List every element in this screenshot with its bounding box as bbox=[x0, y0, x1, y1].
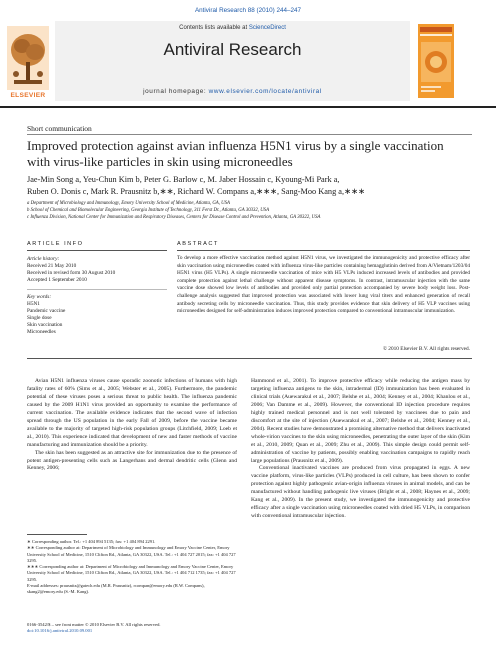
homepage-prefix: journal homepage: bbox=[143, 88, 209, 95]
article-history bbox=[27, 256, 167, 284]
footnote: ∗∗ Corresponding author at: Department of Microbiology and Immunology and Emory Vaccine Center, Emory University School of Medicine, 1510 Clifton Rd., Atlanta, GA 30322, USA. Tel.: +1 404 727 2015; fax: +1 404 727 3295. bbox=[27, 545, 236, 563]
footnote: ∗ Corresponding author. Tel.: +1 404 894 5135; fax: +1 404 894 2291. bbox=[27, 539, 156, 544]
abstract-bottom-rule bbox=[27, 358, 472, 359]
journal-cover-thumbnail[interactable] bbox=[418, 24, 454, 98]
keyword-item: H5N1 bbox=[27, 301, 40, 308]
history-heading: Article history: bbox=[27, 256, 60, 262]
contents-prefix: Contents lists available at bbox=[179, 25, 249, 31]
journal-homepage-line bbox=[55, 88, 410, 95]
keyword-item: Pandemic vaccine bbox=[27, 308, 66, 315]
body-column-left bbox=[27, 378, 237, 473]
history-rule bbox=[27, 289, 167, 290]
keywords-heading: Key words: bbox=[27, 294, 52, 300]
body-column-right bbox=[251, 378, 470, 521]
affiliations bbox=[27, 200, 472, 222]
publisher-name: ELSEVIER bbox=[10, 92, 46, 99]
keyword-item: Skin vaccination bbox=[27, 322, 63, 329]
authors-line-2: Ruben O. Donis c, Mark R. Prausnitz b,∗∗, Richard W. Compans a,∗∗∗, Sang-Moo Kang a,∗∗∗ bbox=[27, 187, 365, 196]
footnote-emails: E-mail addresses: prausnitz@gatech.edu (M.R. Prausnitz), rcompan@emory.edu (R.W. Compans), skang2@emory.edu (S.-M. Kang). bbox=[27, 583, 205, 595]
elsevier-logo-icon bbox=[4, 24, 52, 100]
affiliation-c: c Influenza Division, National Center for Immunization and Respiratory Diseases, Centers for Disease Control and Prevention, Atlanta, GA 30322, USA bbox=[27, 215, 321, 221]
keyword-item: Single dose bbox=[27, 315, 52, 322]
keyword-item: Microneedles bbox=[27, 329, 56, 336]
section-rule bbox=[27, 134, 472, 135]
body-paragraph: Hammond et al., 2001). To improve protective efficacy while reducing the antigen mass by targeting influenza antigens to the skin, intradermal (ID) immunization has been evaluated in clinical trials (Auewarakul et al., 2007; Belshe et al., 2004; Kenney et al., 2004; Khanlou et al., 2006; Van Damme et al., 2009). However, the conventional ID injection procedure requires highly trained medical personnel and is not well tolerated by vaccinees due to pain and discomfort at the site of injection (Auewarakul et al., 2007; Belshe et al., 2004; Kenney et al., 2004). Recent studies have demonstrated a promising alternative method that delivers inactivated whole-virion vaccines to the skin using microneedles, penetrating the outer layer of the skin (Kim et al., 2010, 2009; Quan et al., 2009; Zhu et al., 2009). This simple design could permit self-administration of vaccine by patients, possibly enabling vaccination campaigns to rapidly reach large populations (Prausnitz et al., 2009). bbox=[251, 378, 470, 464]
authors-line-1: Jae-Min Song a, Yeu-Chun Kim b, Peter G. Barlow c, M. Jaber Hossain c, Kyoung-Mi Park a, bbox=[27, 175, 340, 184]
article-title: Improved protection against avian influenza H5N1 virus by a single vaccination with virus-like particles in skin using microneedles bbox=[27, 138, 444, 169]
footnote-rule bbox=[27, 534, 87, 535]
section-label: Short communication bbox=[27, 124, 92, 133]
body-paragraph: The skin has been suggested as an attractive site for immunization due to the presence of potent antigen-presenting cells such as Langerhans and dermal dendritic cells (Glenn and Kenney, 2006; bbox=[27, 449, 237, 472]
body-paragraph: Avian H5N1 influenza viruses cause sporadic zoonotic infections of humans with high fatality rates of 60% (Sims et al., 2005; Webster et al., 2005). Furthermore, the pandemic potential of these viruses poses a serious threat to public health. The influenza pandemic caused by the 2009 H1N1 virus provided an opportunity to examine the performance of current vaccination. The available evidence indicates that the second wave of infection spread through the US population in the early Fall of 2009, before the vaccine became available to the majority of targeted high-risk population groups (Litchfield, 2009; Loeb et al., 2010). This experience indicated that development of new and faster methods of vaccine manufacturing and immunization should be a priority. bbox=[27, 378, 237, 448]
journal-title: Antiviral Research bbox=[163, 40, 302, 59]
article-info-rule bbox=[27, 250, 167, 251]
journal-citation[interactable]: Antiviral Research 88 (2010) 244–247 bbox=[194, 7, 302, 14]
abstract-rule bbox=[177, 250, 470, 251]
doi-link[interactable]: doi:10.1016/j.antiviral.2010.09.001 bbox=[27, 628, 93, 634]
header-rule bbox=[0, 106, 496, 108]
contents-line bbox=[55, 25, 410, 31]
history-accepted: Accepted 1 September 2010 bbox=[27, 277, 87, 283]
copyright-notice: © 2010 Elsevier B.V. All rights reserved. bbox=[382, 346, 470, 352]
history-received: Received 21 May 2010 bbox=[27, 263, 77, 269]
abstract-text: To develop a more effective vaccination method against H5N1 virus, we investigated the immunogenicity and protective efficacy after skin vaccination using microneedles coated with influenza virus-like particles containing hemagglutinin derived from A/Vietnam/1203/04 H5N1 virus (H5 VLPs). A single microneedle vaccination of mice with H5 VLPs induced increased levels of antibodies and provided complete protection against lethal challenge without apparent disease symptoms. In contrast, intramuscular injection with the same vaccine dose showed low levels of antibodies and provided only partial protection accompanied by severe body weight loss. Post-challenge analysis suggested that improved protection was associated with lower lung viral titers and enhanced generation of recall antibody secreting cells by microneedle vaccination. Thus, this study provides evidence that skin delivery of H5 VLP vaccines using microneedles designed for self-administration induces improved protection compared to conventional intramuscular immunization. bbox=[177, 255, 470, 315]
footnote: ∗∗∗ Corresponding author at: Department of Microbiology and Immunology and Emory Vaccine Center, Emory University School of Medicine, 1510 Clifton Rd., Atlanta, GA 30322, USA. Tel.: +1 404 712 1735; fax: +1 404 727 3295. bbox=[27, 564, 236, 582]
body-paragraph: Conventional inactivated vaccines are produced from virus propagated in eggs. A new vaccine platform, virus-like particles (VLPs) produced in cell culture, has been shown to confer protection against highly pathogenic avian-origin influenza viruses in animal models, and can be manufactured without handling pathogenic live viruses (Bright et al., 2008; Haynes et al., 2009; Kang et al., 2009). In the present study, we investigated the immunogenicity and protective efficacy after a single vaccination using microneedles coated with dried H5 VLPs, in comparison with conventional intramuscular injection. bbox=[251, 465, 470, 520]
issn-block bbox=[27, 622, 237, 635]
affiliation-b: b School of Chemical and Biomolecular Engineering, Georgia Institute of Technology, 311 Ferst Dr., Atlanta, GA 30332, USA bbox=[27, 208, 270, 214]
keywords bbox=[27, 294, 167, 337]
sciencedirect-link[interactable]: ScienceDirect bbox=[248, 25, 286, 31]
homepage-link[interactable]: www.elsevier.com/locate/antiviral bbox=[208, 88, 322, 95]
history-revised: Received in revised form 30 August 2010 bbox=[27, 270, 116, 276]
author-list bbox=[27, 174, 472, 198]
article-info-heading: ARTICLE INFO bbox=[27, 241, 84, 247]
footnotes bbox=[27, 539, 237, 596]
abstract-heading: ABSTRACT bbox=[177, 241, 219, 247]
affiliation-a: a Department of Microbiology and Immunology, Emory University School of Medicine, Atlanta, GA, USA bbox=[27, 201, 230, 206]
issn-line: 0166-3542/$ – see front matter © 2010 Elsevier B.V. All rights reserved. bbox=[27, 622, 161, 627]
